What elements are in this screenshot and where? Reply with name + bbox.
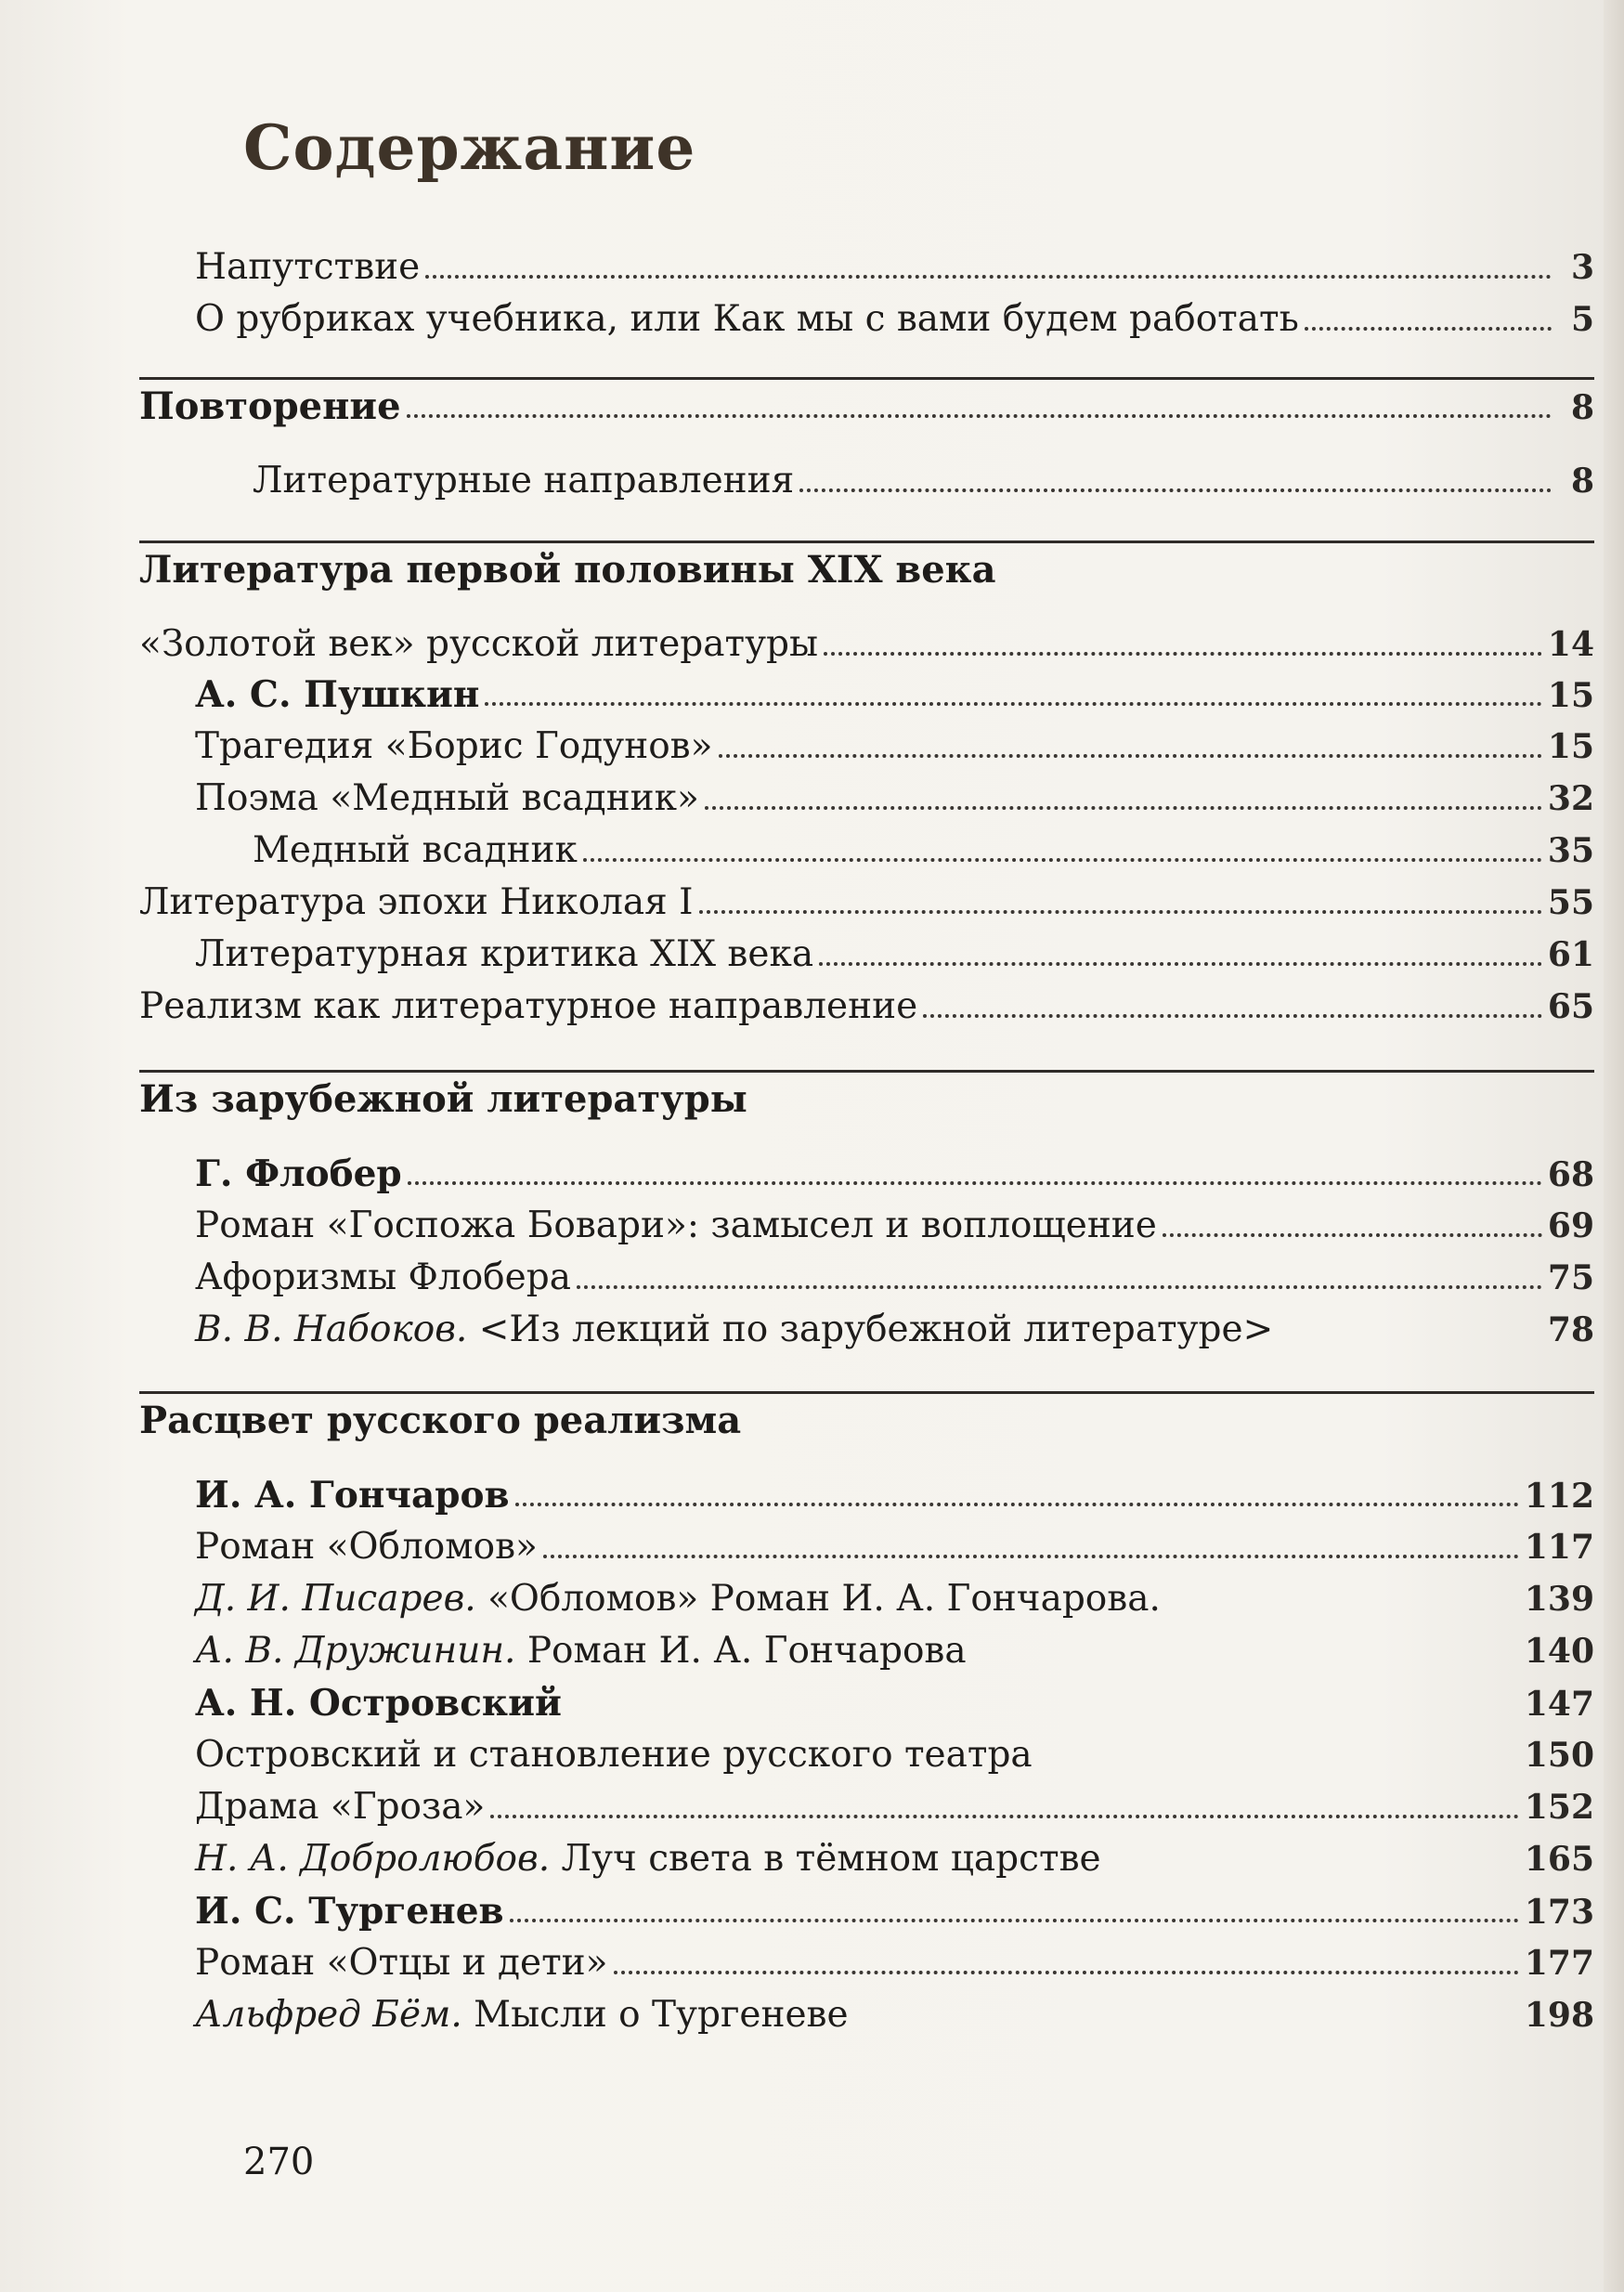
toc-leader-dots [407, 414, 1552, 418]
section-divider [139, 1391, 1594, 1394]
toc-entry-label: Островский и становление русского театра [195, 1734, 1033, 1776]
toc-leader-dots [543, 1555, 1519, 1558]
toc-author-entry[interactable] [195, 1150, 1594, 1198]
toc-entry-label: Напутствие [195, 246, 421, 288]
toc-author-label: И. А. Гончаров [195, 1474, 510, 1517]
toc-leader-dots [719, 754, 1542, 758]
toc-entry[interactable] [195, 723, 1594, 771]
toc-entry-label: Роман «Обломов» [195, 1526, 538, 1568]
toc-author-label: Г. Флобер [195, 1153, 402, 1195]
toc-page-number: 147 [1524, 1685, 1594, 1724]
toc-entry[interactable] [195, 1783, 1594, 1831]
toc-entry[interactable] [195, 1939, 1594, 1987]
section-divider [139, 540, 1594, 543]
toc-entry-label [195, 1627, 967, 1675]
toc-page-number: 65 [1547, 987, 1594, 1026]
toc-entry[interactable] [195, 1523, 1594, 1571]
toc-entry[interactable] [139, 879, 1594, 927]
toc-page-number: 140 [1524, 1632, 1594, 1671]
page-number: 270 [243, 2141, 315, 2183]
toc-entry[interactable] [195, 1731, 1594, 1779]
toc-critic-work: Мысли о Тургеневе [461, 1994, 849, 2036]
toc-page-number: 5 [1570, 300, 1594, 339]
toc-entry[interactable] [195, 1202, 1594, 1250]
toc-author-entry[interactable] [195, 671, 1594, 719]
toc-page-number: 112 [1524, 1477, 1594, 1516]
toc-page-number: 173 [1524, 1893, 1594, 1932]
toc-page-number: 68 [1547, 1155, 1594, 1194]
toc-page-number: 3 [1570, 248, 1594, 287]
toc-entry[interactable] [195, 1835, 1594, 1883]
toc-page-number: 150 [1524, 1736, 1594, 1775]
toc-entry-label: Афоризмы Флобера [195, 1257, 571, 1298]
toc-critic-name: В. В. Набоков. [195, 1309, 468, 1350]
toc-entry-label: Драма «Гроза» [195, 1786, 486, 1828]
toc-entry-label: Медный всадник [253, 829, 578, 871]
toc-leader-dots [425, 275, 1552, 279]
toc-critic-work: <Из лекций по зарубежной литературе> [467, 1309, 1274, 1350]
toc-section-label: Из зарубежной литературы [139, 1077, 747, 1121]
toc-leader-dots [705, 806, 1542, 810]
toc-section-foreign-literature[interactable] [139, 1075, 1594, 1124]
toc-author-entry[interactable] [195, 1679, 1594, 1727]
toc-entry[interactable] [139, 620, 1594, 669]
toc-section-russian-realism[interactable] [139, 1397, 1594, 1445]
toc-entry-label: Роман «Госпожа Бовари»: замысел и воплощение [195, 1205, 1157, 1246]
toc-critic-name: А. В. Дружинин. [195, 1630, 516, 1672]
toc-page-number: 35 [1547, 831, 1594, 870]
toc-critic-name: Альфред Бём. [195, 1994, 462, 2036]
toc-author-entry[interactable] [195, 1887, 1594, 1935]
toc-page-number: 14 [1547, 625, 1594, 664]
toc-entry[interactable] [253, 827, 1594, 875]
toc-leader-dots [1163, 1233, 1542, 1237]
toc-page-number: 61 [1547, 935, 1594, 974]
toc-leader-dots [515, 1503, 1519, 1506]
toc-entry[interactable] [195, 243, 1594, 292]
toc-leader-dots [824, 652, 1542, 656]
toc-entry[interactable] [195, 295, 1594, 344]
section-divider [139, 377, 1594, 380]
toc-section-label: Литература первой половины XIX века [139, 548, 996, 592]
toc-entry[interactable] [195, 1306, 1594, 1354]
toc-entry[interactable] [253, 457, 1594, 505]
toc-page-number: 75 [1547, 1258, 1594, 1297]
toc-page-number: 69 [1547, 1206, 1594, 1245]
toc-page-number: 177 [1524, 1944, 1594, 1983]
toc-critic-work: Роман И. А. Гончарова [515, 1630, 967, 1672]
section-divider [139, 1070, 1594, 1073]
toc-entry-label [195, 1575, 1161, 1623]
toc-critic-work: «Обломов» Роман И. А. Гончарова. [475, 1578, 1161, 1620]
toc-leader-dots [577, 1285, 1542, 1289]
toc-section-label: Повторение [139, 384, 401, 428]
toc-page-number: 55 [1547, 883, 1594, 922]
toc-entry[interactable] [195, 1254, 1594, 1302]
toc-leader-dots [799, 488, 1552, 492]
toc-section-first-half-xix[interactable] [139, 546, 1594, 594]
toc-critic-name: Н. А. Добролюбов. [195, 1838, 551, 1880]
toc-page-number: 8 [1570, 462, 1594, 501]
toc-entry-label: Реализм как литературное направление [139, 985, 918, 1027]
toc-entry-label: Трагедия «Борис Годунов» [195, 725, 713, 767]
toc-page-number: 139 [1524, 1580, 1594, 1619]
toc-page-number: 15 [1547, 727, 1594, 766]
toc-entry-label [195, 1835, 1101, 1883]
toc-leader-dots [614, 1971, 1519, 1974]
toc-entry[interactable] [139, 983, 1594, 1031]
toc-page-number: 32 [1547, 779, 1594, 818]
toc-entry-label: Литературная критика XIX века [195, 933, 814, 975]
toc-entry-label: Литература эпохи Николая I [139, 881, 694, 923]
toc-leader-dots [819, 962, 1542, 966]
toc-critic-name: Д. И. Писарев. [195, 1578, 476, 1620]
toc-leader-dots [699, 910, 1542, 914]
page-title: Содержание [243, 111, 696, 184]
toc-entry-label: Роман «Отцы и дети» [195, 1942, 608, 1984]
toc-entry-label: Поэма «Медный всадник» [195, 777, 699, 819]
toc-leader-dots [923, 1014, 1542, 1018]
toc-author-entry[interactable] [195, 1471, 1594, 1519]
toc-leader-dots [510, 1919, 1519, 1922]
toc-entry[interactable] [195, 1991, 1594, 2039]
toc-entry[interactable] [195, 775, 1594, 823]
toc-page-number: 15 [1547, 676, 1594, 715]
toc-leader-dots [583, 858, 1542, 862]
toc-leader-dots [408, 1181, 1542, 1185]
toc-entry-label: О рубриках учебника, или Как мы с вами будем работать [195, 298, 1299, 340]
toc-leader-dots [490, 1815, 1518, 1818]
toc-section-label: Расцвет русского реализма [139, 1399, 742, 1442]
toc-entry-label [195, 1306, 1273, 1354]
toc-author-label: А. Н. Островский [195, 1682, 562, 1725]
toc-entry[interactable] [195, 931, 1594, 979]
toc-leader-dots [485, 702, 1541, 706]
toc-page-number: 8 [1570, 388, 1594, 427]
toc-author-label: И. С. Тургенев [195, 1890, 504, 1933]
toc-entry-label: Литературные направления [253, 460, 795, 501]
toc-entry[interactable] [195, 1627, 1594, 1675]
toc-leader-dots [1305, 327, 1552, 331]
toc-page-number: 152 [1524, 1788, 1594, 1827]
toc-section-repetition[interactable] [139, 383, 1594, 431]
toc-entry[interactable] [195, 1575, 1594, 1623]
toc-page-number: 117 [1524, 1528, 1594, 1567]
toc-page-number: 78 [1547, 1310, 1594, 1349]
toc-page-number: 198 [1524, 1996, 1594, 2035]
toc-entry-label: «Золотой век» русской литературы [139, 623, 819, 665]
toc-page-number: 165 [1524, 1840, 1594, 1879]
toc-critic-work: Луч света в тёмном царстве [550, 1838, 1101, 1880]
toc-author-label: А. С. Пушкин [195, 673, 480, 716]
toc-entry-label [195, 1991, 849, 2039]
